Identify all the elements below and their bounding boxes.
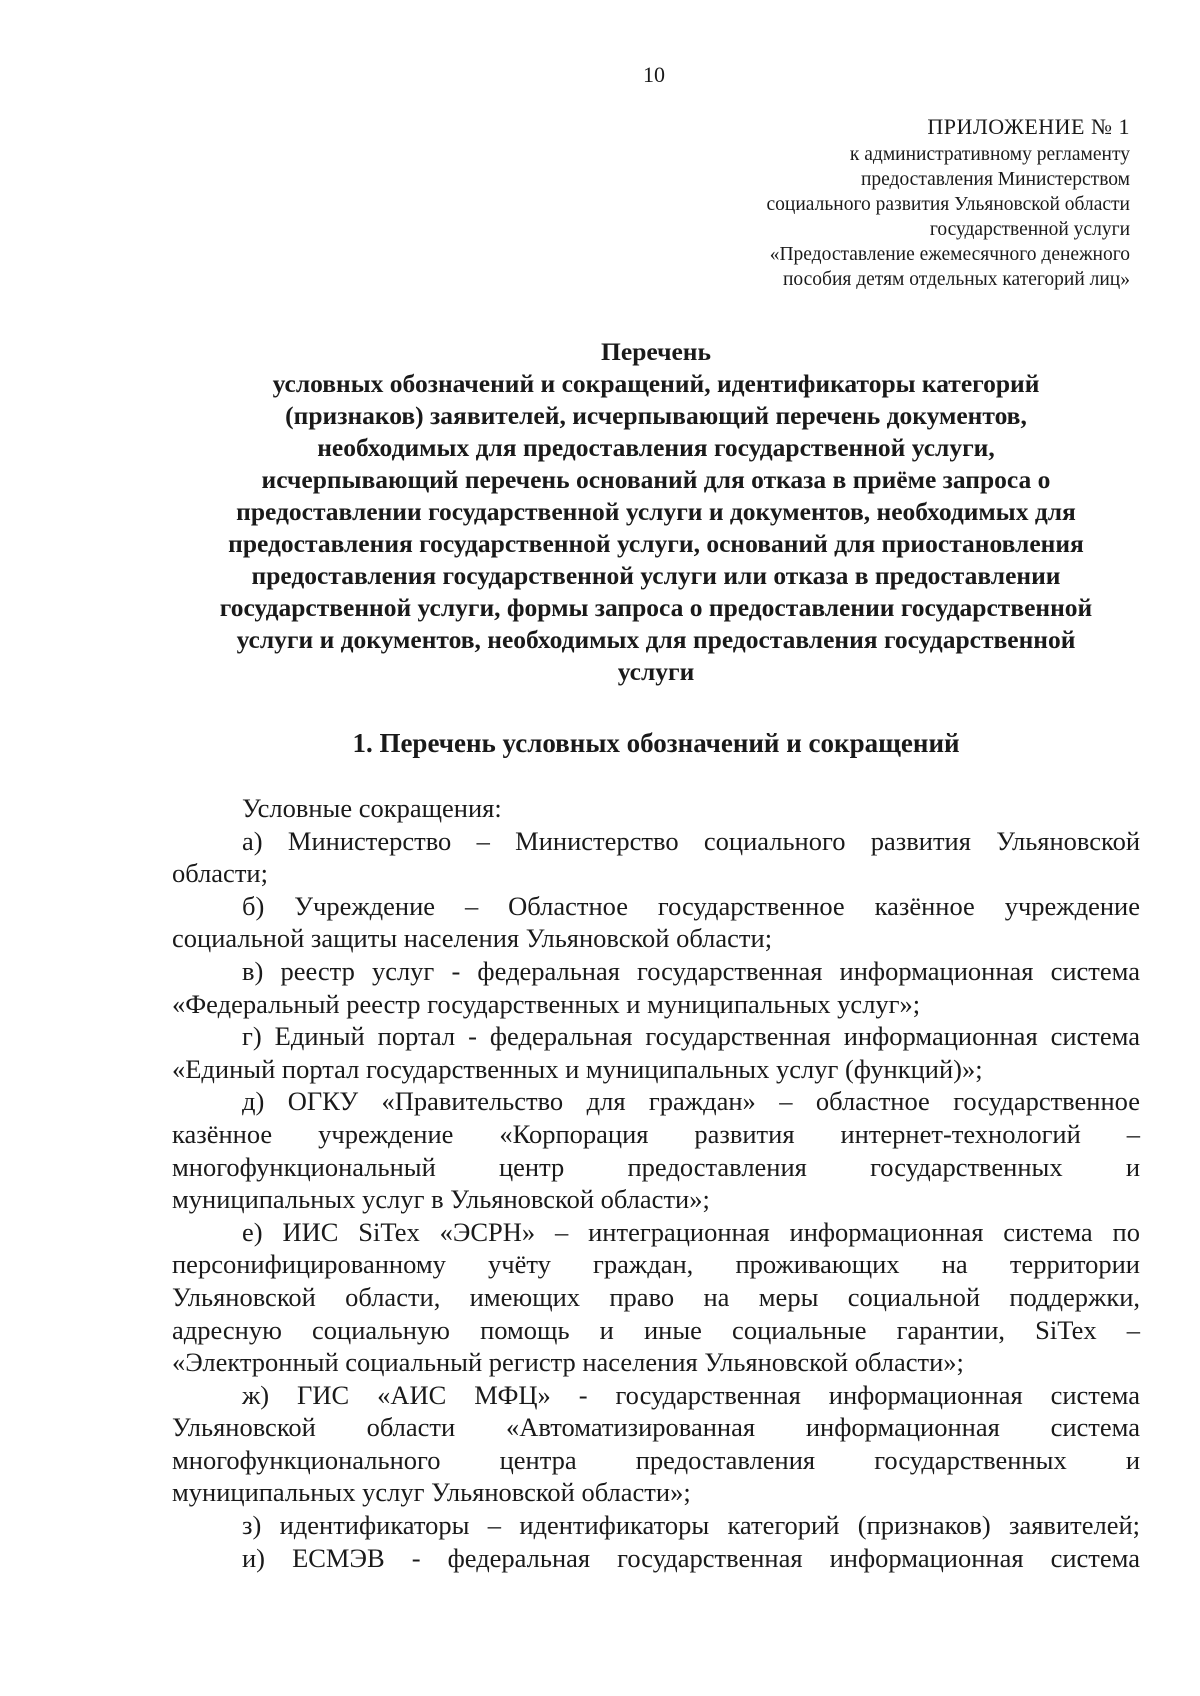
item-d-line: д) ОГКУ «Правительство для граждан» – областное государственное (242, 1086, 1140, 1117)
heading-line: необходимых для предоставления государственной услуги, (317, 433, 995, 462)
appendix-line: «Предоставление ежемесячного денежного (769, 244, 1130, 265)
heading-line: предоставления государственной услуги, оснований для приостановления (228, 529, 1084, 558)
item-e-line: Ульяновской области, имеющих право на меры социальной поддержки, (172, 1281, 1140, 1312)
appendix-line: предоставления Министерством (860, 169, 1130, 190)
heading-line: условных обозначений и сокращений, идентификаторы категорий (272, 369, 1040, 398)
item-a-line: а) Министерство – Министерство социального развития Ульяновской (242, 825, 1140, 856)
list-intro: Условные сокращения: (242, 793, 502, 823)
item-d-line: казённое учреждение «Корпорация развития интернет-технологий – (172, 1118, 1140, 1149)
item-b-line: социальной защиты населения Ульяновской области; (172, 923, 773, 954)
item-v-line: «Федеральный реестр государственных и муниципальных услуг»; (172, 988, 921, 1019)
heading-line: (признаков) заявителей, исчерпывающий перечень документов, (285, 401, 1027, 430)
appendix-line: к административному регламенту (849, 144, 1130, 165)
item-zh-line: муниципальных услуг Ульяновской области»; (172, 1477, 691, 1508)
page-number: 10 (643, 62, 665, 87)
item-e-line: персонифицированному учёту граждан, проживающих на территории (172, 1249, 1140, 1280)
appendix-title: ПРИЛОЖЕНИЕ № 1 (927, 114, 1130, 139)
document-heading (172, 336, 1140, 688)
item-zh-line: Ульяновской области «Автоматизированная информационная система (172, 1412, 1140, 1443)
item-d-line: многофункциональный центр предоставления государственных и (172, 1151, 1140, 1182)
item-a-line: области; (172, 858, 268, 889)
heading-line: услуги (617, 657, 695, 686)
appendix-line: государственной услуги (929, 219, 1130, 240)
item-g-line: «Единый портал государственных и муниципальных услуг (функций)»; (172, 1053, 983, 1084)
appendix-line: социального развития Ульяновской области (766, 194, 1130, 215)
item-v-line: в) реестр услуг - федеральная государственная информационная система (242, 955, 1140, 986)
appendix-block (560, 112, 1130, 292)
item-e-line: адресную социальную помощь и иные социальные гарантии, SiTex – (172, 1314, 1140, 1345)
heading-line: услуги и документов, необходимых для предоставления государственной (236, 625, 1076, 654)
heading-line: предоставлении государственной услуги и документов, необходимых для (236, 497, 1076, 526)
item-g-line: г) Единый портал - федеральная государственная информационная система (242, 1021, 1140, 1052)
heading-line: предоставления государственной услуги или отказа в предоставлении (251, 561, 1061, 590)
heading-line: Перечень (601, 337, 711, 366)
item-i-line: и) ЕСМЭВ - федеральная государственная информационная система (242, 1542, 1140, 1573)
item-z-line: з) идентификаторы – идентификаторы категорий (признаков) заявителей; (242, 1510, 1140, 1541)
item-b-line: б) Учреждение – Областное государственное казённое учреждение (242, 890, 1140, 921)
heading-line: исчерпывающий перечень оснований для отказа в приёме запроса о (261, 465, 1051, 494)
item-zh-line: ж) ГИС «АИС МФЦ» - государственная информационная система (242, 1379, 1140, 1410)
item-e-line: е) ИИС SiTex «ЭСРН» – интеграционная информационная система по (242, 1216, 1140, 1247)
appendix-line: пособия детям отдельных категорий лиц» (782, 269, 1130, 290)
section-title: 1. Перечень условных обозначений и сокращений (352, 728, 960, 758)
item-e-line: «Электронный социальный регистр населения Ульяновской области»; (172, 1347, 964, 1378)
item-zh-line: многофункционального центра предоставления государственных и (172, 1444, 1140, 1475)
heading-line: государственной услуги, формы запроса о предоставлении государственной (219, 593, 1093, 622)
abbreviations-list (172, 792, 1140, 1574)
item-d-line: муниципальных услуг в Ульяновской области»; (172, 1184, 710, 1215)
